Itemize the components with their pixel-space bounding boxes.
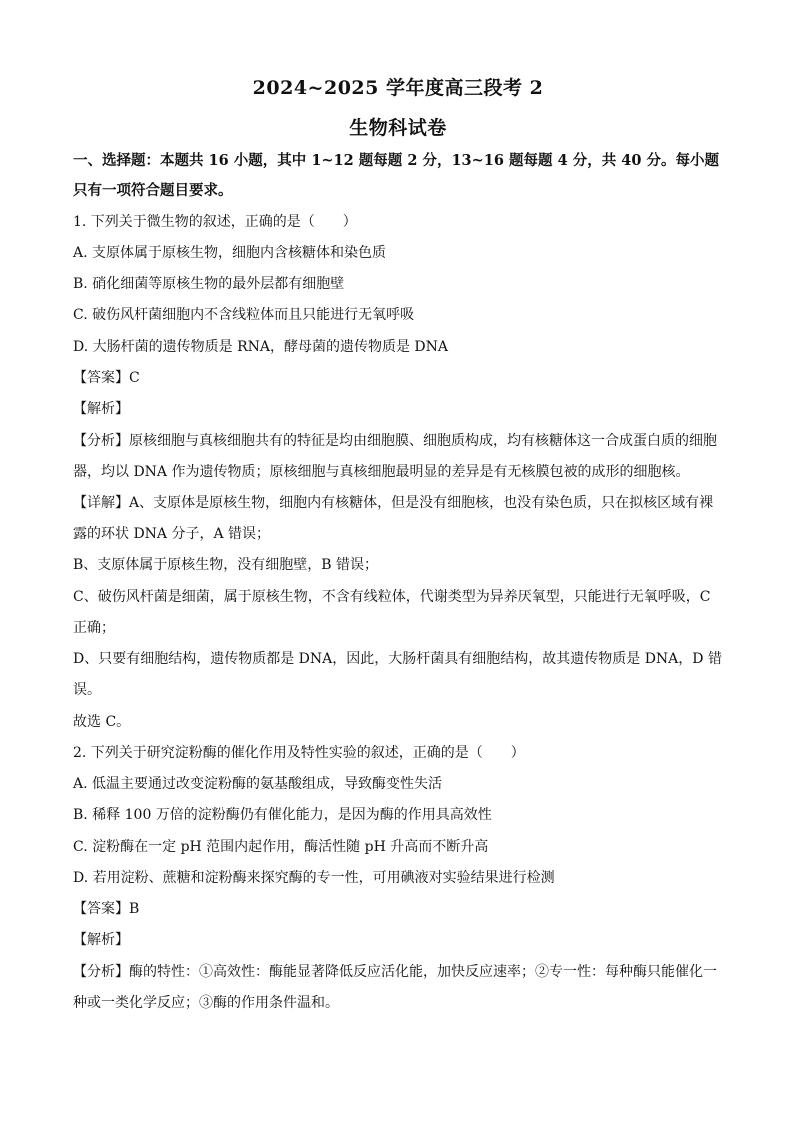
q2-option-b: B. 稀释 100 万倍的淀粉酶仍有催化能力，是因为酶的作用具高效性 <box>73 807 492 823</box>
q2-stem: 2. 下列关于研究淀粉酶的催化作用及特性实验的叙述，正确的是（ ） <box>73 745 525 761</box>
q1-conclusion: 故选 C。 <box>73 714 131 730</box>
q1-option-d: D. 大肠杆菌的遗传物质是 RNA，酵母菌的遗传物质是 DNA <box>73 339 449 355</box>
q2-option-a: A. 低温主要通过改变淀粉酶的氨基酸组成，导致酶变性失活 <box>73 776 443 792</box>
q1-detail-b: B、支原体属于原核生物，没有细胞壁，B 错误； <box>73 557 379 573</box>
exam-subtitle: 生物科试卷 <box>349 117 447 139</box>
q1-stem: 1. 下列关于微生物的叙述，正确的是（ ） <box>73 214 357 230</box>
q2-analysis-label: 【解析】 <box>73 932 129 948</box>
q1-fenxi-line-2: 器，均以 DNA 作为遗传物质；原核细胞与真核细胞最明显的差异是有无核膜包被的成形的细胞核。 <box>73 464 690 480</box>
q1-option-a: A. 支原体属于原核生物，细胞内含核糖体和染色质 <box>73 245 387 261</box>
q1-detail-d-line-2: 误。 <box>73 682 101 698</box>
q1-fenxi-line-1: 【分析】原核细胞与真核细胞共有的特征是均由细胞膜、细胞质构成，均有核糖体这一合成蛋白质的细胞 <box>73 433 717 449</box>
q1-option-b: B. 硝化细菌等原核生物的最外层都有细胞壁 <box>73 276 345 292</box>
q2-fenxi-line-2: 种或一类化学反应；③酶的作用条件温和。 <box>73 995 339 1011</box>
q2-option-d: D. 若用淀粉、蔗糖和淀粉酶来探究酶的专一性，可用碘液对实验结果进行检测 <box>73 870 555 886</box>
q1-detail-c-line-2: 正确； <box>73 620 115 636</box>
q1-answer: 【答案】C <box>73 370 140 386</box>
q1-option-c: C. 破伤风杆菌细胞内不含线粒体而且只能进行无氧呼吸 <box>73 307 415 323</box>
q1-detail-line-1: 【详解】A、支原体是原核生物，细胞内有核糖体，但是没有细胞核，也没有染色质，只在拟核区域有裸 <box>73 495 714 511</box>
q1-detail-c-line-1: C、破伤风杆菌是细菌，属于原核生物，不含有线粒体，代谢类型为异养厌氧型，只能进行无氧呼吸，C <box>73 589 711 605</box>
section-heading-line-1: 一、选择题：本题共 16 小题，其中 1~12 题每题 2 分，13~16 题每题 4 分，共 40 分。每小题 <box>73 152 719 169</box>
q2-answer: 【答案】B <box>73 901 140 917</box>
q2-fenxi-line-1: 【分析】酶的特性：①高效性：酶能显著降低反应活化能，加快反应速率；②专一性：每种酶只能催化一 <box>73 964 717 980</box>
q1-detail-line-2: 露的环状 DNA 分子，A 错误； <box>73 526 271 542</box>
exam-title: 2024~2025 学年度高三段考 2 <box>252 77 544 99</box>
q1-detail-d-line-1: D、只要有细胞结构，遗传物质都是 DNA，因此，大肠杆菌具有细胞结构，故其遗传物质是 DNA，D 错 <box>73 651 722 667</box>
q2-option-c: C. 淀粉酶在一定 pH 范围内起作用，酶活性随 pH 升高而不断升高 <box>73 839 489 855</box>
section-heading-line-2: 只有一项符合题目要求。 <box>73 182 233 199</box>
q1-analysis-label: 【解析】 <box>73 401 129 417</box>
